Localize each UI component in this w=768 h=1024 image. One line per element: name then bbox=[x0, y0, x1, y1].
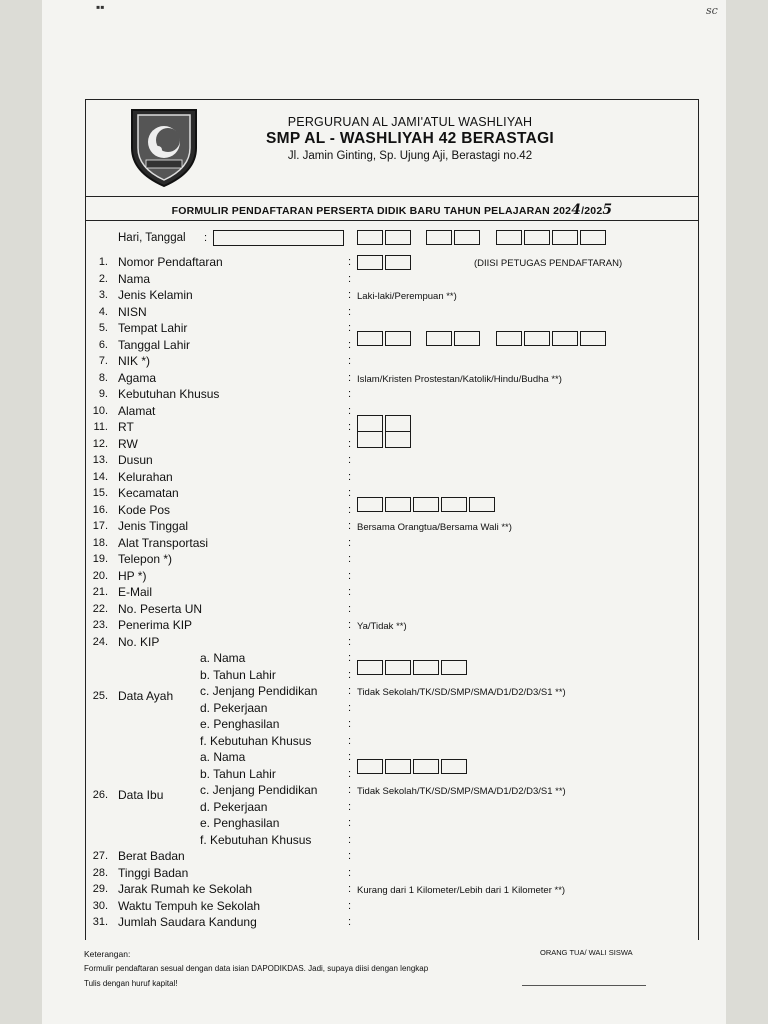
date-digit-box[interactable] bbox=[552, 230, 578, 245]
row-label-23: Penerima KIP bbox=[118, 618, 193, 632]
school-address: Jl. Jamin Ginting, Sp. Ujung Aji, Berastagi no.42 bbox=[287, 150, 533, 162]
parent-sub-value: Tidak Sekolah/TK/SD/SMP/SMA/D1/D2/D3/S1 **) bbox=[357, 687, 566, 698]
school-name: SMP AL - WASHLIYAH 42 BERASTAGI bbox=[265, 130, 555, 147]
year-separator: /202 bbox=[581, 205, 603, 217]
parent-sub-label: a. Nama bbox=[200, 651, 246, 665]
row-label-17: Jenis Tinggal bbox=[118, 519, 189, 533]
row-label-13: Dusun bbox=[118, 453, 153, 467]
scan-mark: ▪▪ bbox=[96, 0, 105, 14]
birth-date-box[interactable] bbox=[385, 331, 411, 346]
row-number: 19. bbox=[92, 553, 108, 565]
parent-sub-label: b. Tahun Lahir bbox=[200, 766, 276, 781]
row-colon: : bbox=[348, 305, 352, 318]
registration-number-box[interactable] bbox=[357, 255, 383, 270]
row-number: 17. bbox=[92, 520, 108, 532]
row-number: 9. bbox=[98, 388, 108, 400]
row-colon: : bbox=[348, 355, 352, 367]
row-number: 30. bbox=[92, 899, 108, 912]
parent-number: 25. bbox=[92, 689, 108, 702]
row-number: 6. bbox=[98, 338, 108, 351]
date-digit-box[interactable] bbox=[385, 230, 411, 245]
row-colon: : bbox=[348, 784, 352, 796]
row-number: 27. bbox=[92, 850, 108, 862]
year-handwritten-2: 5 bbox=[602, 202, 613, 218]
row-label-19: Telepon *) bbox=[118, 552, 173, 566]
parent-sub-value: Tidak Sekolah/TK/SD/SMP/SMA/D1/D2/D3/S1 **) bbox=[357, 786, 566, 797]
row-number: 28. bbox=[92, 866, 108, 879]
row-value-3: Laki-laki/Perempuan **) bbox=[357, 291, 457, 302]
row-colon: : bbox=[348, 866, 352, 879]
tail-row-value: Kurang dari 1 Kilometer/Lebih dari 1 Kilometer **) bbox=[357, 885, 566, 896]
row-colon: : bbox=[348, 635, 352, 648]
birth-year-box[interactable] bbox=[357, 759, 383, 774]
row-colon: : bbox=[348, 404, 352, 417]
row-colon: : bbox=[348, 718, 352, 730]
row-number: 1. bbox=[98, 256, 108, 268]
row-label-6: Tanggal Lahir bbox=[118, 337, 191, 352]
birth-year-box[interactable] bbox=[413, 660, 439, 675]
postal-code-box[interactable] bbox=[469, 497, 495, 512]
rt-box[interactable] bbox=[385, 415, 411, 432]
row-number: 11. bbox=[93, 421, 108, 433]
year-handwritten-1: 4 bbox=[571, 202, 582, 218]
birth-date-box[interactable] bbox=[426, 331, 452, 346]
parent-sub-label: f. Kebutuhan Khusus bbox=[200, 832, 312, 847]
birth-date-box[interactable] bbox=[454, 331, 480, 346]
row-label-21: E-Mail bbox=[118, 585, 153, 599]
row-colon: : bbox=[348, 602, 352, 615]
row-number: 23. bbox=[92, 619, 108, 631]
date-field[interactable] bbox=[213, 230, 344, 246]
row-colon: : bbox=[348, 668, 352, 681]
row-colon: : bbox=[348, 586, 352, 598]
birth-date-box[interactable] bbox=[357, 331, 383, 346]
row-number: 4. bbox=[98, 305, 108, 318]
row-label-20: HP *) bbox=[118, 568, 147, 583]
row-colon: : bbox=[348, 619, 352, 631]
foundation-name: PERGURUAN AL JAMI'ATUL WASHLIYAH bbox=[287, 115, 533, 129]
row-number: 14. bbox=[92, 470, 108, 483]
rw-box[interactable] bbox=[357, 431, 383, 448]
date-digit-box[interactable] bbox=[496, 230, 522, 245]
row-label-2: Nama bbox=[118, 271, 151, 286]
row-colon: : bbox=[348, 421, 352, 433]
row-colon: : bbox=[348, 553, 352, 565]
row-colon: : bbox=[348, 487, 352, 499]
row-number: 2. bbox=[98, 272, 108, 285]
signature-line bbox=[522, 985, 646, 986]
row-label-14: Kelurahan bbox=[118, 469, 173, 484]
row-colon: : bbox=[348, 701, 352, 714]
row-label-1: Nomor Pendaftaran bbox=[118, 255, 223, 269]
birth-year-box[interactable] bbox=[357, 660, 383, 675]
row-colon: : bbox=[348, 751, 352, 763]
birth-year-box[interactable] bbox=[441, 660, 467, 675]
row-number: 22. bbox=[92, 602, 108, 615]
date-digit-box[interactable] bbox=[580, 230, 606, 245]
row-colon: : bbox=[348, 916, 352, 928]
row-number: 7. bbox=[98, 355, 108, 367]
header-divider bbox=[85, 196, 699, 197]
date-label: Hari, Tanggal bbox=[118, 232, 186, 244]
rw-box[interactable] bbox=[385, 431, 411, 448]
row-number: 15. bbox=[92, 487, 108, 499]
row-number: 3. bbox=[98, 289, 108, 301]
postal-code-box[interactable] bbox=[357, 497, 383, 512]
row-number: 31. bbox=[92, 916, 108, 928]
tail-row-label: Jumlah Saudara Kandung bbox=[118, 915, 257, 929]
birth-date-box[interactable] bbox=[524, 331, 550, 346]
row-number: 18. bbox=[92, 536, 108, 549]
row-label-3: Jenis Kelamin bbox=[118, 288, 193, 302]
row-label-22: No. Peserta UN bbox=[118, 601, 203, 616]
row-label-9: Kebutuhan Khusus bbox=[118, 387, 220, 401]
row-label-15: Kecamatan bbox=[118, 486, 179, 500]
row-colon: : bbox=[348, 289, 352, 301]
row-colon: : bbox=[348, 322, 352, 334]
row-number: 16. bbox=[92, 503, 108, 516]
row-number: 20. bbox=[92, 569, 108, 582]
date-digit-box[interactable] bbox=[357, 230, 383, 245]
birth-date-box[interactable] bbox=[580, 331, 606, 346]
parent-sub-label: c. Jenjang Pendidikan bbox=[200, 783, 318, 797]
row-label-8: Agama bbox=[118, 370, 157, 385]
date-colon: : bbox=[204, 232, 208, 244]
row-colon: : bbox=[348, 371, 352, 384]
parent-sub-label: e. Penghasilan bbox=[200, 816, 280, 830]
parent-sub-label: c. Jenjang Pendidikan bbox=[200, 684, 318, 698]
footer-note-1: Formulir pendaftaran sesual dengan data isian DAPODIKDAS. Jadi, supaya diisi dengan lengkap bbox=[84, 964, 429, 973]
row-number: 5. bbox=[98, 322, 108, 334]
row-number: 29. bbox=[92, 883, 108, 895]
row-label-10: Alamat bbox=[118, 403, 156, 418]
row-label-16: Kode Pos bbox=[118, 502, 171, 517]
date-digit-box[interactable] bbox=[454, 230, 480, 245]
birth-year-box[interactable] bbox=[385, 759, 411, 774]
parent-sub-label: e. Penghasilan bbox=[200, 717, 280, 731]
row-value-17: Bersama Orangtua/Bersama Wali **) bbox=[357, 522, 512, 533]
row-colon: : bbox=[348, 817, 352, 829]
date-digit-box[interactable] bbox=[426, 230, 452, 245]
row-colon: : bbox=[348, 652, 352, 664]
parent-sub-label: f. Kebutuhan Khusus bbox=[200, 733, 312, 748]
birth-date-box[interactable] bbox=[496, 331, 522, 346]
title-divider bbox=[85, 220, 699, 221]
footer-note-2: Tulis dengan huruf kapital! bbox=[84, 979, 178, 988]
row-number: 10. bbox=[92, 404, 108, 417]
row-number: 24. bbox=[92, 635, 108, 648]
postal-code-box[interactable] bbox=[413, 497, 439, 512]
row-colon: : bbox=[348, 338, 352, 351]
postal-code-box[interactable] bbox=[441, 497, 467, 512]
row-label-24: No. KIP bbox=[118, 634, 160, 649]
row-colon: : bbox=[348, 569, 352, 582]
form-title-text: FORMULIR PENDAFTARAN PERSERTA DIDIK BARU TAHUN PELAJARAN 202 bbox=[171, 205, 572, 217]
row-colon: : bbox=[348, 470, 352, 483]
corner-mark: sc bbox=[706, 4, 718, 17]
row-colon: : bbox=[348, 767, 352, 780]
row-colon: : bbox=[348, 256, 352, 268]
signature-label: ORANG TUA/ WALI SISWA bbox=[540, 948, 633, 957]
row-colon: : bbox=[348, 800, 352, 813]
row-number: 21. bbox=[92, 586, 108, 598]
parent-sub-label: b. Tahun Lahir bbox=[200, 667, 276, 682]
birth-date-box[interactable] bbox=[552, 331, 578, 346]
rt-box[interactable] bbox=[357, 415, 383, 432]
row-label-5: Tempat Lahir bbox=[118, 321, 188, 335]
row-colon: : bbox=[348, 272, 352, 285]
row-value-23: Ya/Tidak **) bbox=[357, 621, 407, 632]
row-colon: : bbox=[348, 388, 352, 400]
row-colon: : bbox=[348, 503, 352, 516]
row-colon: : bbox=[348, 899, 352, 912]
row-number: 12. bbox=[92, 437, 108, 450]
parent-sub-label: d. Pekerjaan bbox=[200, 799, 268, 814]
parent-label-ibu: Data Ibu bbox=[118, 787, 164, 802]
row-label-11: RT bbox=[118, 420, 134, 434]
keterangan-label: Keterangan: bbox=[84, 949, 131, 959]
form-title bbox=[85, 202, 699, 218]
row-colon: : bbox=[348, 883, 352, 895]
tail-row-label: Waktu Tempuh ke Sekolah bbox=[118, 898, 261, 913]
row-colon: : bbox=[348, 833, 352, 846]
birth-year-box[interactable] bbox=[413, 759, 439, 774]
row-colon: : bbox=[348, 685, 352, 697]
row-value-8: Islam/Kristen Prostestan/Katolik/Hindu/Budha **) bbox=[357, 373, 562, 385]
row-colon: : bbox=[348, 536, 352, 549]
row-colon: : bbox=[348, 520, 352, 532]
row-value-1: (DIISI PETUGAS PENDAFTARAN) bbox=[474, 258, 623, 269]
row-label-12: RW bbox=[118, 436, 138, 451]
tail-row-label: Berat Badan bbox=[118, 849, 185, 863]
row-colon: : bbox=[348, 850, 352, 862]
date-digit-box[interactable] bbox=[524, 230, 550, 245]
school-logo bbox=[128, 104, 200, 188]
row-number: 13. bbox=[92, 454, 108, 466]
row-number: 8. bbox=[98, 371, 108, 384]
row-colon: : bbox=[348, 454, 352, 466]
row-colon: : bbox=[348, 734, 352, 747]
birth-year-box[interactable] bbox=[441, 759, 467, 774]
postal-code-box[interactable] bbox=[385, 497, 411, 512]
parent-number: 26. bbox=[92, 788, 108, 801]
parent-label-ayah: Data Ayah bbox=[118, 688, 174, 703]
row-label-18: Alat Transportasi bbox=[118, 535, 209, 550]
registration-number-box[interactable] bbox=[385, 255, 411, 270]
tail-row-label: Jarak Rumah ke Sekolah bbox=[118, 882, 253, 896]
row-label-7: NIK *) bbox=[118, 354, 151, 368]
parent-sub-label: d. Pekerjaan bbox=[200, 700, 268, 715]
parent-sub-label: a. Nama bbox=[200, 750, 246, 764]
tail-row-label: Tinggi Badan bbox=[118, 865, 189, 880]
row-colon: : bbox=[348, 437, 352, 450]
row-label-4: NISN bbox=[118, 304, 147, 319]
birth-year-box[interactable] bbox=[385, 660, 411, 675]
